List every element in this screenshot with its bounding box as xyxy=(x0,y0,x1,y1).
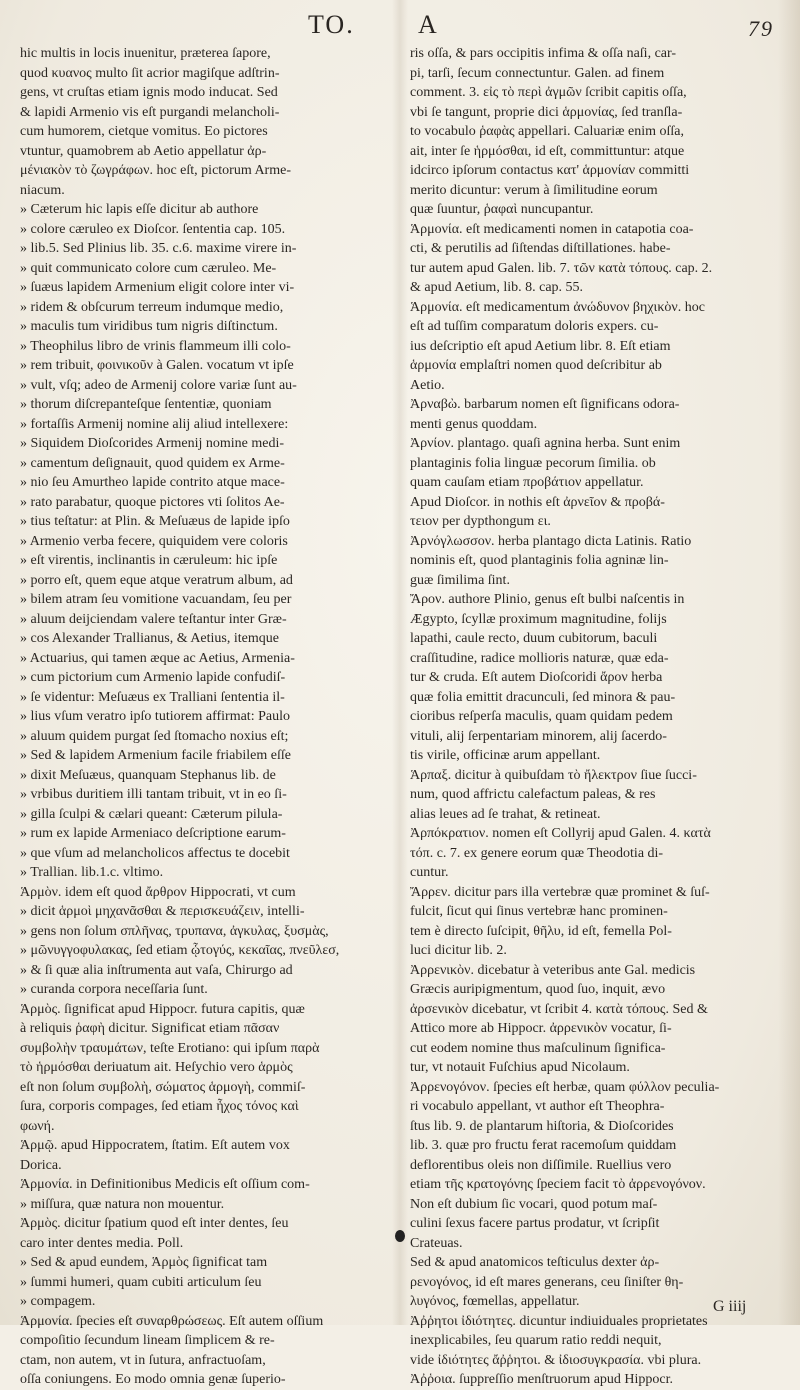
text-line: λυγόνος, fœmellas, appellatur. xyxy=(410,1294,580,1309)
text-line: pi, tarſi, ſecum connectuntur. Galen. ad finem xyxy=(410,65,665,81)
text-line: » bilem atram ſeu vomitione vacuandam, ſeu per xyxy=(20,592,292,607)
text-line: » gilla ſculpi & cælari queant: Cæterum pilula- xyxy=(20,806,283,822)
text-line: Attico more ab Hippocr. ἀρρενικὸν vocatur, ſi- xyxy=(410,1021,672,1036)
text-line: » cum pictorium cum Armenio lapide confudiſ- xyxy=(20,670,286,685)
text-line: Ἀρνόγλωσσον. herba plantago dicta Latinis. Ratio xyxy=(410,533,692,549)
text-line: » lib.5. Sed Plinius lib. 35. c.6. maxime virere in- xyxy=(20,241,297,256)
text-line: » vrbibus duritiem illi tantam tribuit, vt in eo ſi- xyxy=(20,787,287,802)
text-line: » camentum deſignauit, quod quidem ex Arme- xyxy=(20,455,285,471)
text-line: Ἁρμὸν. idem eſt quod ἄρθρον Hippocrati, vt cum xyxy=(20,884,296,900)
text-line: Aetio. xyxy=(410,377,445,393)
text-line: cum humorem, cietque vomitus. Eo pictores xyxy=(20,124,268,139)
text-line: » eſt virentis, inclinantis in cæruleum: hic ipſe xyxy=(20,553,278,568)
text-line: Sed & apud anatomicos teſticulus dexter ἀρ- xyxy=(410,1255,660,1270)
text-line: ſtus lib. 9. de plantarum hiſtoria, & Dioſcorides xyxy=(410,1118,674,1134)
text-line: compoſitio ſecundum lineam ſimplicem & re- xyxy=(20,1333,275,1348)
text-line: lapathi, caule recto, duum cubitorum, baculi xyxy=(410,631,658,646)
text-line: vide ἰδιότητες ἄῤῥητοι. & ἰδιοσυγκρασία. vbi plura. xyxy=(410,1352,702,1368)
text-line: comment. 3. εἰς τὸ περὶ ἀγμῶν ſcribit capitis oſſa, xyxy=(410,85,687,100)
text-line: Ἁρμονία. eſt medicamenti nomen in catapotia coa- xyxy=(410,221,694,237)
text-line: » cos Alexander Trallianus, & Aetius, itemque xyxy=(20,631,279,646)
text-line: etiam τῆς κρατογόνης ſpeciem facit τὸ ἀρρενογόνον. xyxy=(410,1177,706,1192)
text-line: » & ſi quæ alia inſtrumenta aut vaſa, Chirurgo ad xyxy=(20,962,293,978)
text-line: Apud Dioſcor. in nothis eſt ἀρνεῖον & προβά- xyxy=(410,494,665,510)
text-line: à reliquis ῥαφὴ dicitur. Significat etiam πᾶσαν xyxy=(20,1021,280,1036)
signature-mark: G iiij xyxy=(713,1298,747,1315)
text-line: » dixit Meſuæus, quanquam Stephanus lib. de xyxy=(20,767,276,783)
text-line: » gens non ſolum σπλῆνας, τρυπανα, ἀγκυλας, ξυσμὰς, xyxy=(20,923,329,939)
text-line: tur autem apud Galen. lib. 7. τῶν κατὰ τόπους. cap. 2. xyxy=(410,260,713,276)
running-header-right: A xyxy=(418,10,439,39)
text-line: » Theophilus libro de vrinis flammeum illi colo- xyxy=(20,338,291,354)
text-line: caro inter dentes media. Poll. xyxy=(20,1235,184,1251)
text-line: » aluum deijciendam valere teſtantur inter Græ- xyxy=(20,611,287,627)
text-line: Ἄρρεν. dicitur pars illa vertebræ quæ prominet & ſuſ- xyxy=(410,884,710,900)
text-line: Ἄρον. authore Plinio, genus eſt bulbi naſcentis in xyxy=(410,592,685,607)
text-line: cioribus reſperſa maculis, quam quidam pedem xyxy=(410,709,673,724)
text-line: Ἀρρενογόνον. ſpecies eſt herbæ, quam φύλλον peculia- xyxy=(410,1079,720,1095)
text-line: μένιακὸν τὸ ζωγράφων. hoc eſt, pictorum Arme- xyxy=(20,163,291,178)
text-line: » μῶνυγγοφυλακας, ſed etiam ᾧτογύς, κεκαῖας, πνεῦλεσ, xyxy=(20,943,340,958)
text-line: » Cæterum hic lapis eſſe dicitur ab authore xyxy=(20,202,259,217)
text-line: » curanda corpora neceſſaria ſunt. xyxy=(20,982,208,997)
text-line: oſſa coniungens. Eo modo omnia genæ ſuperio- xyxy=(20,1372,286,1387)
text-line: τόπ. c. 7. ex genere eorum quæ Theodotia di- xyxy=(410,845,664,861)
text-line: » Sed & apud eundem, Ἁρμὸς ſignificat tam xyxy=(20,1255,268,1270)
text-line: » ſummi humeri, quam cubiti articulum ſeu xyxy=(20,1274,262,1290)
text-line: alias leues ad ſe trahat, & retineat. xyxy=(410,806,601,822)
text-line: » ridem & obſcurum terreum indumque medio, xyxy=(20,299,284,315)
text-line: cuntur. xyxy=(410,865,449,880)
text-line: » Sed & lapidem Armenium facile friabilem eſſe xyxy=(20,748,291,763)
ink-blot xyxy=(395,1230,405,1242)
text-line: Ἁρμονία. in Definitionibus Medicis eſt oſſium com- xyxy=(20,1177,310,1192)
text-line: quæ ſuuntur, ῥαφαὶ nuncupantur. xyxy=(410,202,594,217)
text-line: tem è directo ſuſcipit, θῆλυ, id eſt, femella Pol- xyxy=(410,923,672,939)
text-line: Crateuas. xyxy=(410,1235,463,1251)
text-line: Ἀρμὸς. dicitur ſpatium quod eſt inter dentes, ſeu xyxy=(20,1216,289,1231)
text-line: » vult, vſq; adeo de Armenij colore variæ ſunt au- xyxy=(20,377,297,393)
text-line: » porro eſt, quem eque atque veratrum album, ad xyxy=(20,572,293,588)
text-line: Ægypto, ſcyllæ proximum magnitudine, folijs xyxy=(410,611,667,627)
page-edge-shadow xyxy=(778,0,800,1325)
text-line: Ἁρπαξ. dicitur à quibuſdam τὸ ἤλεκτρον ſiue ſucci- xyxy=(410,767,697,783)
text-line: niacum. xyxy=(20,182,65,198)
text-line: Græcis auripigmentum, quod ſuo, inquit, ævo xyxy=(410,982,666,997)
text-line: Ἀῤῥοια. ſuppreſſio menſtruorum apud Hippocr. xyxy=(410,1372,674,1387)
text-line: » miſſura, quæ natura non mouentur. xyxy=(20,1196,225,1212)
text-line: culini ſexus facere partus prodatur, vt ſcripſit xyxy=(410,1216,660,1231)
text-line: Ἀρναβὼ. barbarum nomen eſt ſignificans odora- xyxy=(410,397,680,412)
text-line: tis virile, officinæ arum appellant. xyxy=(410,748,601,763)
text-line: » rum ex lapide Armeniaco deſcriptione earum- xyxy=(20,826,286,841)
text-line: » quit communicato colore cum cæruleo. Me- xyxy=(20,260,277,276)
text-line: craſſitudine, radice mollioris naturæ, quæ eda- xyxy=(410,650,669,666)
text-line: » rem tribuit, φοινικοῦν à Galen. vocatum vt ipſe xyxy=(20,358,294,373)
text-line: » Siquidem Dioſcorides Armenij nomine medi- xyxy=(20,436,285,451)
text-line: num, quod affrictu calefactum paleas, & res xyxy=(410,787,656,802)
left-text-column xyxy=(20,44,372,1390)
text-line: guæ ſimilima ſint. xyxy=(410,572,510,588)
text-line: συμβολὴν τραυμάτων, teſte Erotiano: qui ipſum παρὰ xyxy=(20,1040,320,1056)
text-line: & apud Aetium, lib. 8. cap. 55. xyxy=(410,280,584,295)
text-line: φωνή. xyxy=(20,1118,55,1134)
text-line: » colore cæruleo ex Dioſcor. ſententia cap. 105. xyxy=(20,221,286,237)
text-line: plantaginis folia linguæ pecorum ſimilia. ob xyxy=(410,455,656,471)
text-line: eſt non ſolum συμβολὴ, σώματος ἁρμογὴ, commiſ- xyxy=(20,1079,306,1095)
text-line: » lius vſum veratro ipſo tutiorem affirmat: Paulo xyxy=(20,709,290,724)
text-line: fulcit, ſicut qui ſinus vertebræ hanc prominen- xyxy=(410,904,668,919)
text-line: » fortaſſis Armenij nomine alij aliud intellexere: xyxy=(20,416,289,432)
text-line: » ſe videntur: Meſuæus ex Tralliani ſententia il- xyxy=(20,689,285,705)
text-line: » ſuæus lapidem Armenium eligit colore inter vi- xyxy=(20,280,295,295)
text-line: Ἁρμῷ. apud Hippocratem, ſtatim. Eſt autem vox xyxy=(20,1138,290,1153)
text-line: eſt ad tuſſim comparatum doloris expers. cu- xyxy=(410,319,659,334)
text-line: » dicit ἁρμοὶ μηχανᾶσθαι & περισκευάζειν, intelli- xyxy=(20,904,305,919)
text-line: ἀρσενικὸν dicebatur, vt ſcribit 4. κατὰ τόπους. Sed & xyxy=(410,1001,708,1017)
text-line: ἁρμονία emplaſtri nomen quod deſcribitur ab xyxy=(410,358,662,373)
text-line: hic multis in locis inuenitur, præterea ſapore, xyxy=(20,46,271,61)
text-line: vituli, alij ſerpentariam minorem, alij ſacerdo- xyxy=(410,728,667,744)
page-number: 79 xyxy=(748,16,774,41)
text-line: τειον per dypthongum ει. xyxy=(410,514,551,529)
text-line: tur, vt notauit Fuſchius apud Nicolaum. xyxy=(410,1060,630,1075)
text-line: » maculis tum viridibus tum nigris diſtinctum. xyxy=(20,319,278,334)
text-line: » Actuarius, qui tamen æque ac Aetius, Armenia- xyxy=(20,650,295,666)
text-line: Ἀῤῥητοι ἰδιότητες. dicuntur indiuiduales proprietates xyxy=(410,1313,708,1329)
text-line: merito dicuntur: verum à ſimilitudine eorum xyxy=(410,182,658,198)
text-line: ait, inter ſe ἡρμόσθαι, id eſt, committuntur: atque xyxy=(410,143,685,159)
text-line: ris oſſa, & pars occipitis infima & oſſa naſi, car- xyxy=(410,46,677,61)
text-line: cut eodem nomine thus maſculinum ſignifica- xyxy=(410,1040,666,1056)
text-line: ri vocabulo appellant, vt author eſt Theophra- xyxy=(410,1099,665,1114)
text-line: inexplicabiles, ſeu quarum ratio reddi nequit, xyxy=(410,1333,662,1348)
text-line: Ἀρπόκρατιον. nomen eſt Collyrij apud Galen. 4. κατὰ xyxy=(410,826,711,841)
page-gutter-shadow xyxy=(392,0,408,1325)
text-line: Ἀρρενικὸν. dicebatur à veteribus ante Gal. medicis xyxy=(410,962,696,978)
text-line: Ἁρμονία. eſt medicamentum ἀνώδυνον βηχικὸν. hoc xyxy=(410,299,705,315)
text-line: Dorica. xyxy=(20,1157,62,1173)
text-line: » rato parabatur, quoque pictores vti ſolitos Ae- xyxy=(20,494,285,510)
text-line: Ἀρνίον. plantago. quaſi agnina herba. Sunt enim xyxy=(410,436,681,451)
text-line: lib. 3. quæ pro fructu ferat racemoſum quiddam xyxy=(410,1138,677,1153)
text-line: quæ folia emittit dracunculi, ſed minora & pau- xyxy=(410,689,676,705)
right-text-column xyxy=(410,44,770,1390)
text-line: » thorum diſcrepanteſque ſententiæ, quoniam xyxy=(20,397,272,412)
text-line: quod κυανος multo ſit acrior magiſque adſtrin- xyxy=(20,65,280,81)
text-line: gens, vt cruſtas etiam ignis modo inducat. Sed xyxy=(20,85,278,100)
text-line: » Trallian. lib.1.c. vltimo. xyxy=(20,865,164,880)
text-line: vtuntur, quamobrem ab Aetio appellatur ἀρ- xyxy=(20,143,267,159)
text-line: menti genus quoddam. xyxy=(410,416,538,432)
text-line: Ἁρμονία. ſpecies eſt συναρθρώσεως. Eſt autem oſſium xyxy=(20,1313,324,1329)
text-line: ρενογόνος, id eſt mares generans, ceu ſiniſter θη- xyxy=(410,1274,684,1290)
text-line: nominis eſt, quod plantaginis folia agninæ lin- xyxy=(410,553,669,568)
text-line: deflorentibus oleis non diſſimile. Ruellius vero xyxy=(410,1157,672,1173)
text-line: » nio ſeu Amurtheo lapide contrito atque mace- xyxy=(20,475,285,490)
text-line: » aluum quidem purgat ſed ſtomacho noxius eſt; xyxy=(20,728,289,744)
text-line: & lapidi Armenio vis eſt purgandi melancholi- xyxy=(20,104,280,120)
text-line: ius deſcriptio eſt apud Aetium libr. 8. Eſt etiam xyxy=(410,338,671,354)
text-line: » compagem. xyxy=(20,1294,96,1309)
text-line: Non eſt dubium ſic vocari, quod potum maſ- xyxy=(410,1196,658,1212)
text-line: ctam, non autem, vt in ſutura, anfractuoſam, xyxy=(20,1352,266,1368)
running-header-left: TO. xyxy=(308,10,355,39)
text-line: tur & cruda. Eſt autem Dioſcoridi ἄρον herba xyxy=(410,670,663,685)
text-line: quam cauſam etiam προβάτιον appellatur. xyxy=(410,475,644,490)
text-line: » Armenio verba fecere, quiquidem vere coloris xyxy=(20,533,288,549)
text-line: Ἁρμὸς. ſignificat apud Hippocr. futura capitis, quæ xyxy=(20,1001,305,1017)
text-line: cti, & perutilis ad ſiſtendas diſtillationes. habe- xyxy=(410,241,671,256)
text-line: idcirco ipſorum contactus κατ' ἁρμονίαν committi xyxy=(410,163,690,178)
text-line: τὸ ἡρμόσθαι deriuatum ait. Heſychio vero ἁρμὸς xyxy=(20,1060,293,1075)
text-line: luci dicitur lib. 2. xyxy=(410,943,507,958)
text-line: ſura, corporis compages, ſed etiam ἦχος τόνος καὶ xyxy=(20,1099,299,1114)
text-line: vbi ſe tangunt, proprie dici ἁρμονίας, ſed tranſla- xyxy=(410,104,683,120)
text-line: » que vſum ad melancholicos affectus te docebit xyxy=(20,845,290,861)
text-line: » tius teſtatur: at Plin. & Meſuæus de lapide ipſo xyxy=(20,514,290,529)
text-line: to vocabulo ῥαφὰς appellari. Caluariæ enim oſſa, xyxy=(410,124,684,139)
